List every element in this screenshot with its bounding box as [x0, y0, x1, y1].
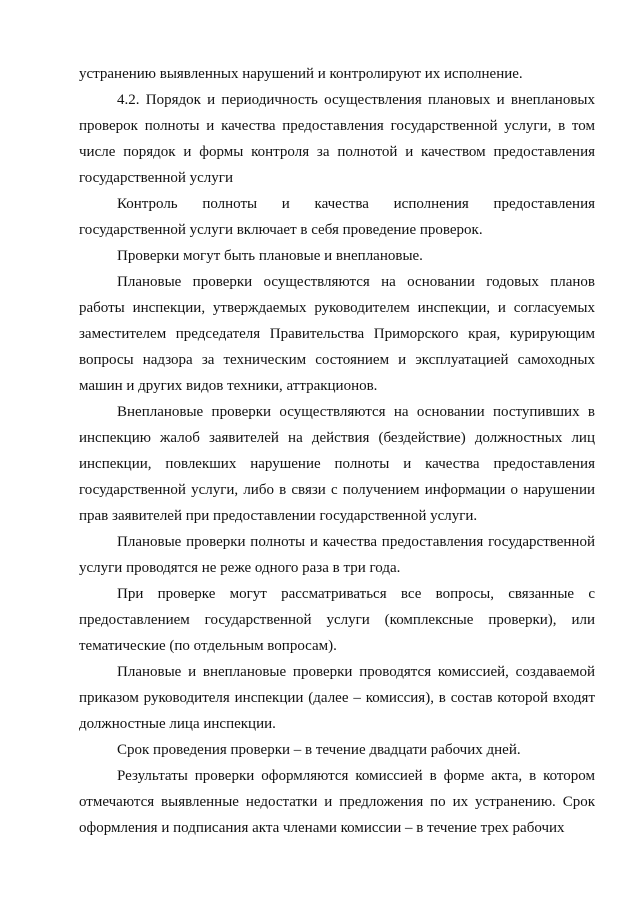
paragraph-check-results: Результаты проверки оформляются комиссией в форме акта, в котором отмечаются выявленные недостатки и предложения по их устранению. Срок оформления и подписания акта членами комиссии – в течение трех рабочих [79, 768, 595, 836]
paragraph-check-frequency: Плановые проверки полноты и качества предоставления государственной услуги проводятся не реже одного раза в три года. [79, 534, 595, 576]
paragraph-control-scope: Контроль полноты и качества исполнения предоставления государственной услуги включает в себя проведение проверок. [79, 196, 595, 238]
paragraph-continuation: устранению выявленных нарушений и контролируют их исполнение. [79, 66, 523, 82]
section-heading-4-2: 4.2. Порядок и периодичность осуществления плановых и внеплановых проверок полноты и качества предоставления государственной услуги, в том числе порядок и формы контроля за полнотой и качеством предоставления государственной услуги [79, 92, 595, 186]
paragraph-commission: Плановые и внеплановые проверки проводятся комиссией, создаваемой приказом руководителя инспекции (далее – комиссия), в состав которой входят должностные лица инспекции. [79, 664, 595, 732]
paragraph-check-scope: При проверке могут рассматриваться все вопросы, связанные с предоставлением государственной услуги (комплексные проверки), или тематические (по отдельным вопросам). [79, 586, 595, 654]
paragraph-unplanned-checks: Внеплановые проверки осуществляются на основании поступивших в инспекцию жалоб заявителей на действия (бездействие) должностных лиц инспекции, повлекших нарушение полноты и качества предоставления государственной услуги, либо в связи с получением информации о нарушении прав заявителей при предоставлении государственной услуги. [79, 404, 595, 524]
paragraph-planned-checks: Плановые проверки осуществляются на основании годовых планов работы инспекции, утверждаемых руководителем инспекции, и согласуемых заместителем председателя Правительства Приморского края, курирующим вопросы надзора за техническим состоянием и эксплуатацией самоходных машин и других видов техники, аттракционов. [79, 274, 595, 394]
paragraph-check-duration: Срок проведения проверки – в течение двадцати рабочих дней. [117, 742, 521, 758]
paragraph-check-types: Проверки могут быть плановые и внеплановые. [117, 248, 423, 264]
document-body [79, 61, 595, 841]
